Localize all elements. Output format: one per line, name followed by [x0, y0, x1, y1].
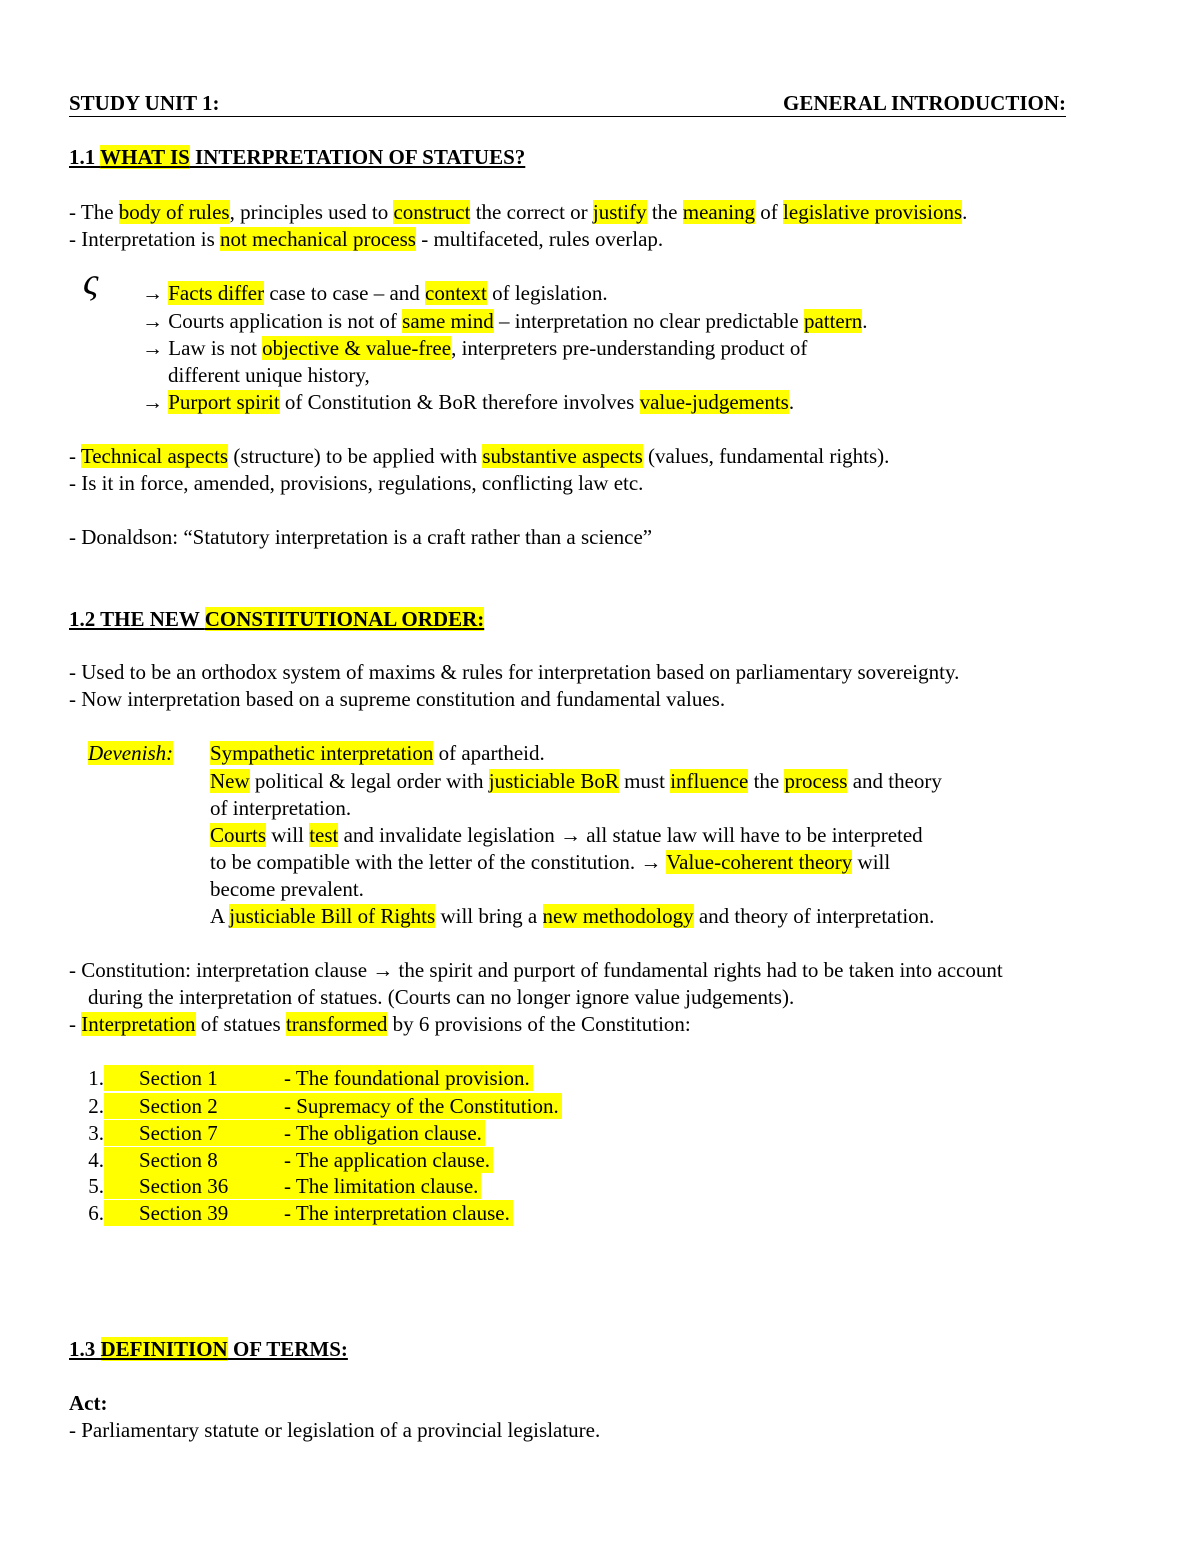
s12-line-constitution: - Constitution: interpretation clause → the spirit and purport of fundamental rights had to be taken into account [69, 958, 1003, 982]
arrow-item-law: → Law is not objective & value-free, interpreters pre-understanding product of [142, 336, 808, 360]
s11-line-donaldson: - Donaldson: “Statutory interpretation is a craft rather than a science” [69, 525, 653, 549]
devenish-line-5: to be compatible with the letter of the constitution. → Value-coherent theory will [210, 850, 891, 874]
section-label: Section 7 [104, 1120, 282, 1146]
s12-line-transformed: - Interpretation of statues transformed by 6 provisions of the Constitution: [69, 1012, 691, 1036]
s12-line-supreme: - Now interpretation based on a supreme constitution and fundamental values. [69, 687, 726, 711]
study-unit-title: STUDY UNIT 1: [69, 91, 220, 115]
arrow-item-law-cont: different unique history, [168, 363, 370, 387]
list-number: 6. [88, 1201, 104, 1225]
devenish-line-1: Sympathetic interpretation of apartheid. [210, 741, 545, 765]
s12-line-orthodox: - Used to be an orthodox system of maxims & rules for interpretation based on parliamentary sovereignty. [69, 660, 960, 684]
section-label: Section 39 [104, 1200, 282, 1226]
s11-line-not-mechanical: - Interpretation is not mechanical process - multifaceted, rules overlap. [69, 227, 664, 251]
section-description: - The application clause. [282, 1147, 493, 1173]
list-number: 4. [88, 1148, 104, 1172]
section-label: Section 2 [104, 1093, 282, 1119]
section-description: - The obligation clause. [282, 1120, 485, 1146]
act-definition: - Parliamentary statute or legislation of a provincial legislature. [69, 1418, 601, 1442]
general-introduction-title: GENERAL INTRODUCTION: [783, 91, 1066, 115]
section-1-2-heading: 1.2 THE NEW CONSTITUTIONAL ORDER: [69, 607, 485, 631]
arrow-item-courts: → Courts application is not of same mind – interpretation no clear predictable pattern. [142, 309, 868, 333]
squiggle-symbol-icon: ς [83, 261, 99, 303]
s11-line-body-of-rules: - The body of rules, principles used to construct the correct or justify the meaning of legislative provisions. [69, 200, 968, 224]
section-1-3-heading: 1.3 DEFINITION OF TERMS: [69, 1337, 348, 1361]
section-1-1-heading: 1.1 WHAT IS INTERPRETATION OF STATUES? [69, 145, 526, 169]
s11-line-in-force: - Is it in force, amended, provisions, regulations, conflicting law etc. [69, 471, 644, 495]
arrow-item-purport: → Purport spirit of Constitution & BoR therefore involves value-judgements. [142, 390, 795, 414]
section-label: Section 1 [104, 1065, 282, 1091]
section-label: Section 8 [104, 1147, 282, 1173]
devenish-line-6: become prevalent. [210, 877, 364, 901]
section-description: - The limitation clause. [282, 1173, 481, 1199]
section-description: - The foundational provision. [282, 1065, 533, 1091]
devenish-label: Devenish: [88, 741, 174, 765]
devenish-line-3: of interpretation. [210, 796, 352, 820]
act-term-label: Act: [69, 1391, 108, 1415]
section-description: - Supremacy of the Constitution. [282, 1093, 562, 1119]
s12-line-constitution-cont: during the interpretation of statues. (Courts can no longer ignore value judgements). [88, 985, 795, 1009]
list-number: 3. [88, 1121, 104, 1145]
devenish-line-4: Courts will test and invalidate legislation → all statue law will have to be interpreted [210, 823, 923, 847]
devenish-line-2: New political & legal order with justiciable BoR must influence the process and theory [210, 769, 942, 793]
list-number: 5. [88, 1174, 104, 1198]
page-title-bar [69, 90, 1066, 117]
s11-line-technical: - Technical aspects (structure) to be applied with substantive aspects (values, fundamental rights). [69, 444, 890, 468]
arrow-item-facts: → Facts differ case to case – and context of legislation. [142, 281, 608, 305]
devenish-line-7: A justiciable Bill of Rights will bring a new methodology and theory of interpretation. [210, 904, 935, 928]
list-number: 2. [88, 1094, 104, 1118]
list-number: 1. [88, 1066, 104, 1090]
section-description: - The interpretation clause. [282, 1200, 513, 1226]
section-label: Section 36 [104, 1173, 282, 1199]
